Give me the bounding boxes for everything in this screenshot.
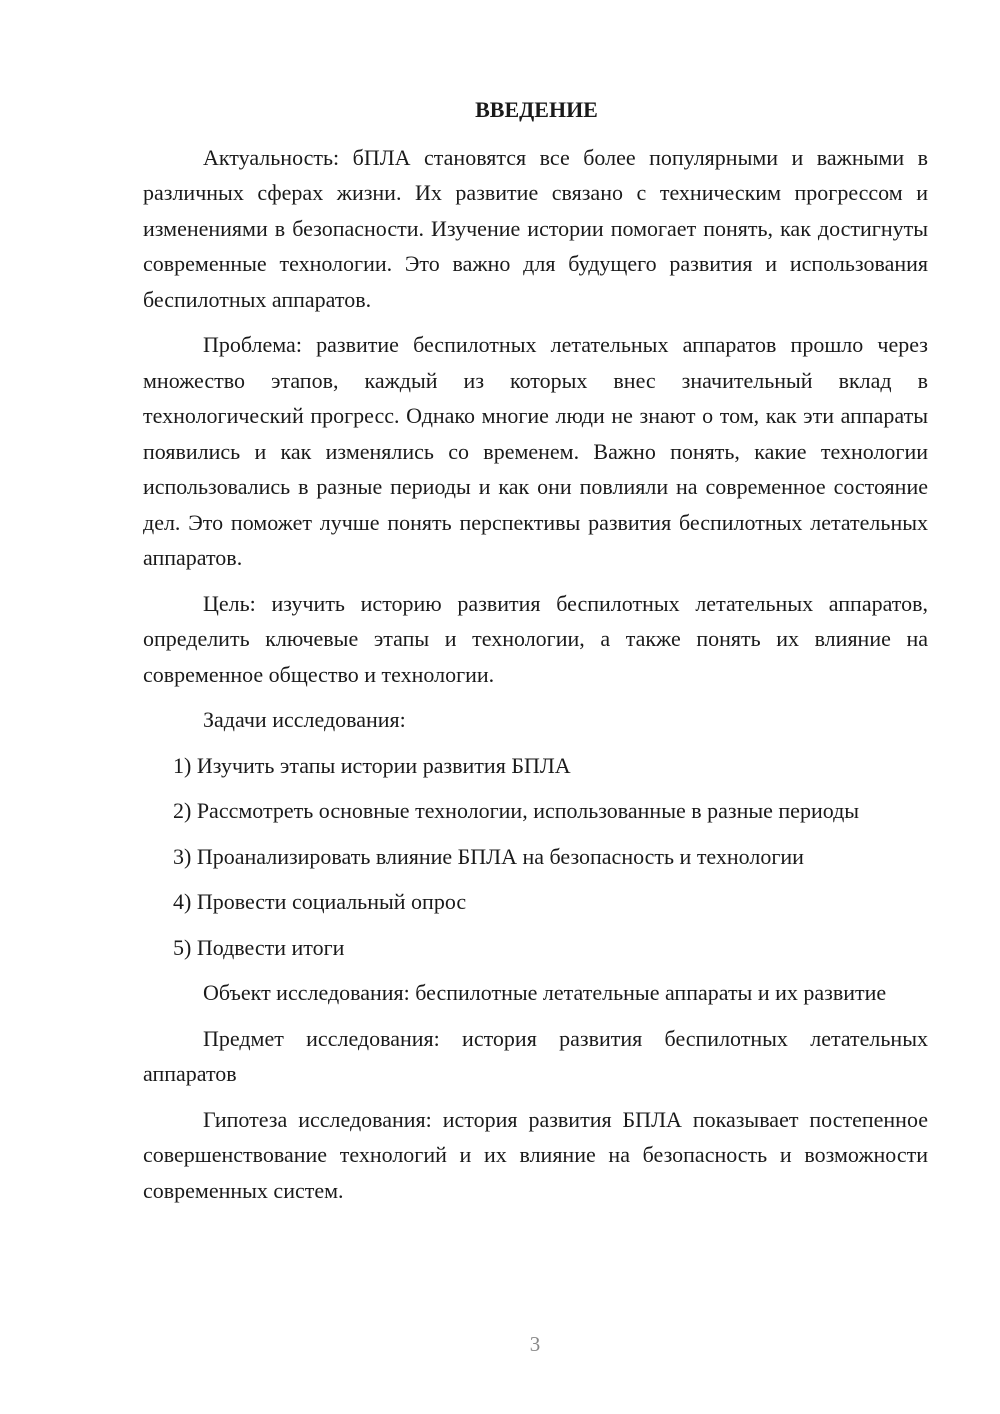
page-title: ВВЕДЕНИЕ bbox=[475, 97, 598, 122]
task-item-4: 4) Провести социальный опрос bbox=[173, 889, 467, 914]
hypothesis-paragraph: Гипотеза исследования: история развития БПЛА показывает постепенное совершенствование технологий и их влияние на безопасность и возможности современных систем. bbox=[143, 1106, 928, 1203]
tasks-heading: Задачи исследования: bbox=[203, 707, 406, 732]
problem-paragraph: Проблема: развитие беспилотных летательных аппаратов прошло через множество этапов, каждый из которых внес значительный вклад в технологический прогресс. Однако многие люди не знают о том, как эти аппараты появились и как изменялись со временем. Важно понять, какие технологии использовались в разные периоды и как они повлияли на современное состояние дел. Это поможет лучше понять перспективы развития беспилотных летательных аппаратов. bbox=[143, 332, 928, 570]
task-item-3: 3) Проанализировать влияние БПЛА на безопасность и технологии bbox=[173, 843, 804, 869]
goal-paragraph: Цель: изучить историю развития беспилотных летательных аппаратов, определить ключевые этапы и технологии, а также понять их влияние на современное общество и технологии. bbox=[143, 590, 928, 687]
page-number: 3 bbox=[529, 1332, 541, 1356]
task-item-2: 2) Рассмотреть основные технологии, использованные в разные периоды bbox=[173, 798, 860, 823]
task-item-1: 1) Изучить этапы истории развития БПЛА bbox=[173, 752, 571, 778]
relevance-paragraph: Актуальность: бПЛА становятся все более популярными и важными в различных сферах жизни. Их развитие связано с техническим прогрессом и изменениями в безопасности. Изучение истории помогает понять, как достигнуты современные технологии. Это важно для будущего развития и использования беспилотных аппаратов. bbox=[143, 144, 928, 312]
task-item-5: 5) Подвести итоги bbox=[173, 934, 345, 960]
object-paragraph: Объект исследования: беспилотные летательные аппараты и их развитие bbox=[203, 980, 887, 1005]
document-body bbox=[143, 92, 928, 1218]
subject-paragraph: Предмет исследования: история развития беспилотных летательных аппаратов bbox=[143, 1025, 928, 1086]
